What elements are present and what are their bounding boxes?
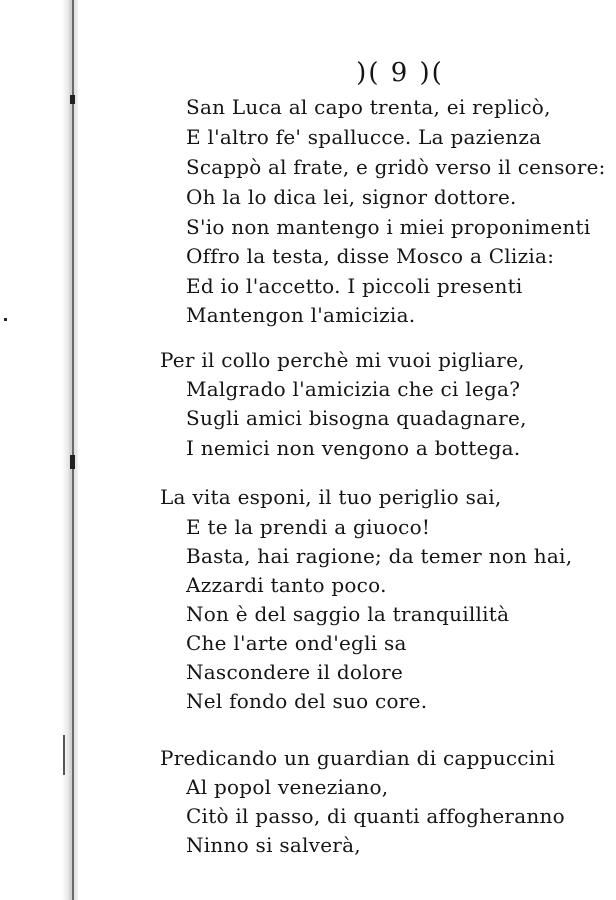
verse-line: Per il collo perchè mi vuoi pigliare, [160, 348, 525, 372]
verse-line: San Luca al capo trenta, ei replicò, [186, 95, 551, 119]
verse-line: I nemici non vengono a bottega. [186, 436, 521, 460]
gutter-mark [63, 735, 65, 775]
verse-line: Offro la testa, disse Mosco a Clizia: [186, 244, 555, 268]
verse-line: Mantengon l'amicizia. [186, 303, 416, 327]
verse-line: Azzardi tanto poco. [186, 573, 387, 597]
verse-line: Malgrado l'amicizia che ci lega? [186, 377, 521, 401]
gutter-mark [70, 95, 75, 104]
verse-line: Al popol veneziano, [186, 775, 389, 799]
verse-line: Citò il passo, di quanti affogheranno [186, 804, 565, 828]
verse-line: La vita esponi, il tuo periglio sai, [160, 485, 502, 509]
verse-line: Ninno si salverà, [186, 833, 361, 857]
verse-line: Non è del saggio la tranquillità [186, 602, 510, 626]
page-number: )( 9 )( [356, 58, 444, 88]
verse-line: Ed io l'accetto. I piccoli presenti [186, 274, 523, 298]
gutter-mark [70, 455, 75, 469]
verse-line: Predicando un guardian di cappuccini [160, 746, 556, 770]
verse-line: Basta, hai ragione; da temer non hai, [186, 544, 573, 568]
verse-line: E te la prendi a giuoco! [186, 515, 431, 539]
gutter-mark [4, 318, 7, 321]
verse-line: Sugli amici bisogna quadagnare, [186, 406, 527, 430]
verse-line: Oh la lo dica lei, signor dottore. [186, 185, 517, 209]
verse-line: Scappò al frate, e gridò verso il censore: [186, 155, 606, 179]
verse-line: Che l'arte ond'egli sa [186, 631, 407, 655]
verse-line: E l'altro fe' spallucce. La pazienza [186, 125, 542, 149]
gutter-fold-line [72, 0, 74, 900]
verse-line: Nascondere il dolore [186, 660, 404, 684]
verse-line: S'io non mantengo i miei proponimenti [186, 215, 591, 239]
verse-line: Nel fondo del suo core. [186, 689, 428, 713]
